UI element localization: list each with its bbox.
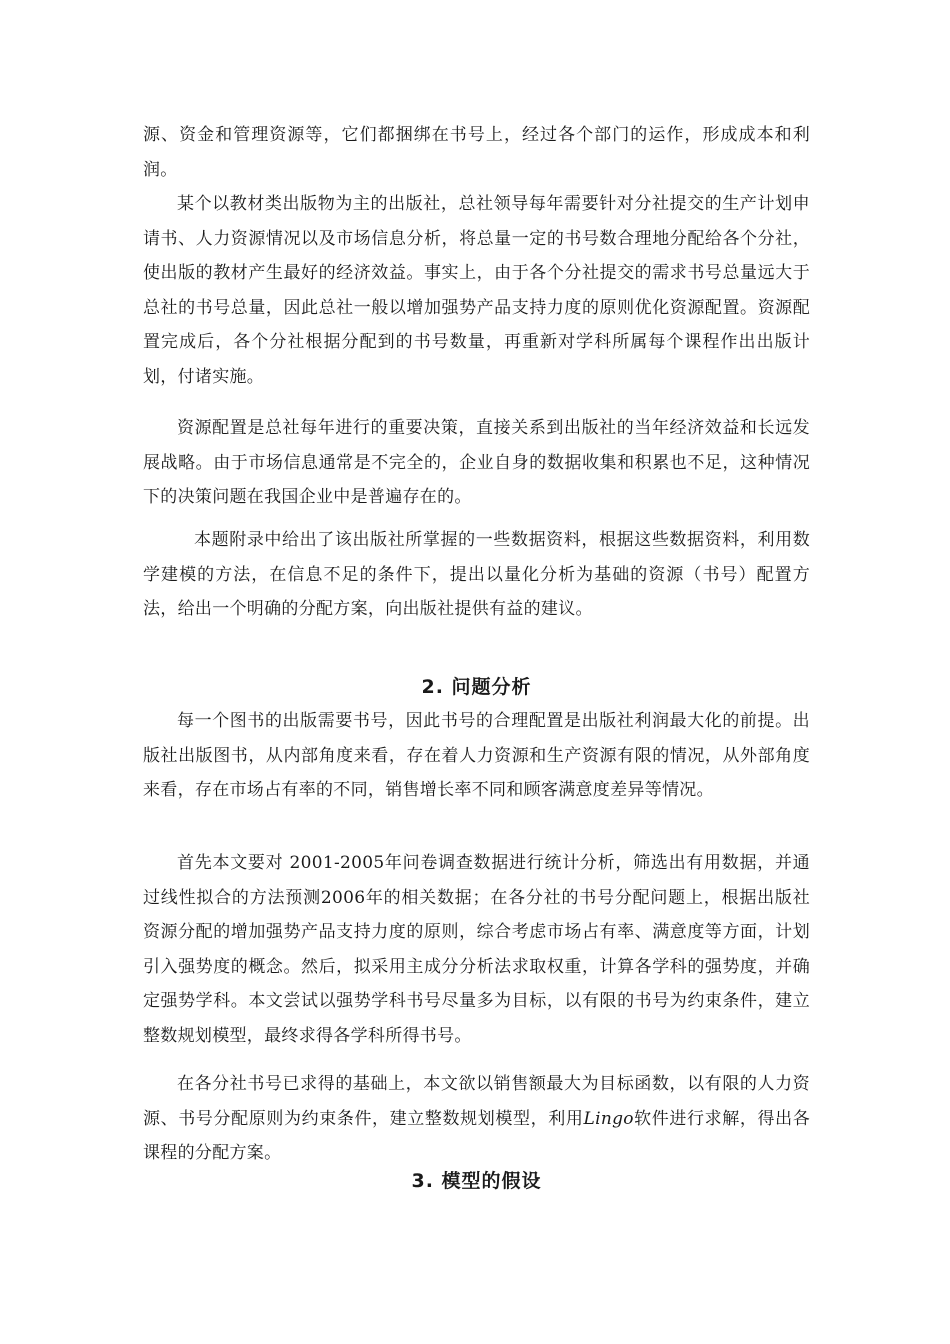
software-name-lingo: Lingo [583,1108,634,1129]
paragraph-course-allocation-text-before: 在各分社书号已求得的基础上，本文欲以销售额最大为目标函数，以有限的人力资源、书号分配原则为约束条件，建立整数规划模型，利用 [143,1074,810,1129]
paragraph-publisher-background: 某个以教材类出版物为主的出版社，总社领导每年需要针对分社提交的生产计划申请书、人力资源情况以及市场信息分析，将总量一定的书号数合理地分配给各个分社，使出版的教材产生最好的经济效益。事实上，由于各个分社提交的需求书号总量远大于总社的书号总量，因此总社一般以增加强势产品支持力度的原则优化资源配置。资源配置完成后，各个分社根据分配到的书号数量，再重新对学科所属每个课程作出出版计划，付诸实施。 [143,194,810,387]
paragraph-method-overview: 首先本文要对 2001-2005年问卷调查数据进行统计分析，筛选出有用数据，并通过线性拟合的方法预测2006年的相关数据；在各分社的书号分配问题上，根据出版社资源分配的增加强势产品支持力度的原则，综合考虑市场占有率、满意度等方面，计划引入强势度的概念。然后，拟采用主成分分析法求取权重，计算各学科的强势度，并确定强势学科。本文尝试以强势学科书号尽量多为目标，以有限的书号为约束条件，建立整数规划模型，最终求得各学科所得书号。 [143,853,810,1046]
paragraph-course-allocation [143,1067,810,1171]
paragraph-resources-bound: 源、资金和管理资源等，它们都捆绑在书号上，经过各个部门的运作，形成成本和利润。 [143,125,810,180]
section-heading-problem-analysis: 2. 问题分析 [421,676,532,698]
paragraph-allocation-decision: 资源配置是总社每年进行的重要决策，直接关系到出版社的当年经济效益和长远发展战略。由于市场信息通常是不完全的，企业自身的数据收集和积累也不足，这种情况下的决策问题在我国企业中是普遍存在的。 [143,418,810,507]
section-heading-model-assumptions: 3. 模型的假设 [411,1170,542,1192]
paragraph-course-allocation-text-after: 软件进行求解，得出各课程的分配方案。 [143,1108,811,1163]
paragraph-book-number-need: 每一个图书的出版需要书号，因此书号的合理配置是出版社利润最大化的前提。出版社出版图书，从内部角度来看，存在着人力资源和生产资源有限的情况，从外部角度来看，存在市场占有率的不同，销售增长率不同和顾客满意度差异等情况。 [143,711,810,800]
paragraph-problem-task: 本题附录中给出了该出版社所掌握的一些数据资料，根据这些数据资料，利用数学建模的方法，在信息不足的条件下，提出以量化分析为基础的资源（书号）配置方法，给出一个明确的分配方案，向出版社提供有益的建议。 [143,530,810,619]
